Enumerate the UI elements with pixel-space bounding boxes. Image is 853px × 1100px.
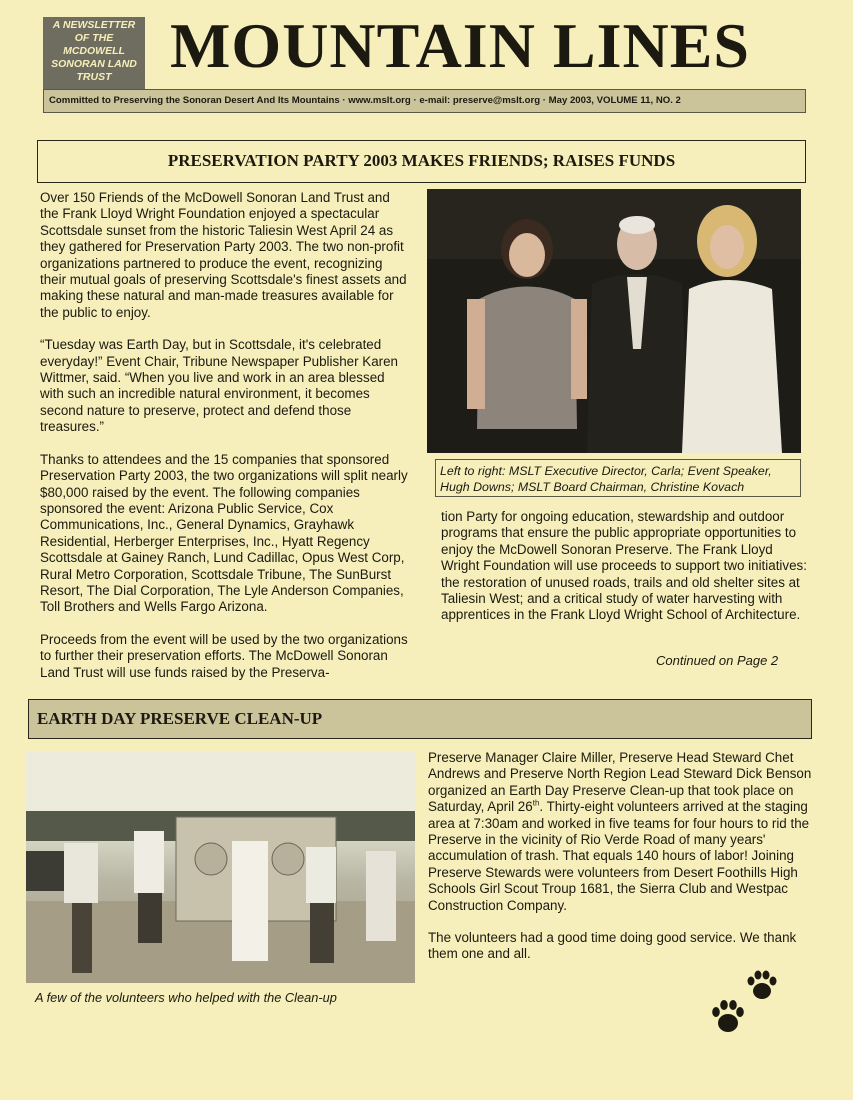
cleanup-photo-caption: A few of the volunteers who helped with the Clean-up <box>35 990 337 1005</box>
article2-paragraph: The volunteers had a good time doing good service. We thank them one and all. <box>428 930 797 962</box>
article1-headline: PRESERVATION PARTY 2003 MAKES FRIENDS; RAISES FUNDS <box>37 140 806 183</box>
article2-text <box>428 750 820 979</box>
masthead-info-bar: Committed to Preserving the Sonoran Desert And Its Mountains · www.mslt.org · e-mail: preserve@mslt.org · May 2003, VOLUME 11, NO. 2 <box>43 89 806 113</box>
newsletter-tagline-box <box>43 17 145 89</box>
article1-column-right <box>441 509 813 640</box>
article1-paragraph: “Tuesday was Earth Day, but in Scottsdale, it's celebrated everyday!” Event Chair, Tribune Newspaper Publisher Karen Wittmer, said. “When you live and work in an area blessed with such an incredible natural environment, it becomes second nature to preserve, protect and defend those treasures.” <box>40 337 399 435</box>
caption-line: Left to right: MSLT Executive Director, Carla; Event Speaker, <box>440 464 772 478</box>
website-link[interactable]: www.mslt.org <box>348 95 411 106</box>
tagline-line: SONORAN LAND <box>51 58 137 70</box>
article1-column-left <box>40 190 410 697</box>
article2-paragraph: Preserve Manager Claire Miller, Preserve Head Steward Chet Andrews and Preserve North Region Lead Steward Dick Benson organized an Earth Day Preserve Clean-up that took place on Saturday, April 26th. Thirty-eight volunteers arrived at the staging area at 7:30am and worked in five teams for four hours to rid the Preserve in the vicinity of Rio Verde Road of many years' accumulation of trash. That equals 140 hours of labor! Joining Preserve Stewards were volunteers from Desert Foothills High Schools Girl Scout Troup 1681, the Sierra Club and Westpac Construction Company. <box>428 750 812 913</box>
article1-paragraph: Proceeds from the event will be used by the two organizations to further their preservation efforts. The McDowell Sonoran Land Trust will use funds raised by the Preserva- <box>40 631 408 680</box>
tagline-line: A NEWSLETTER <box>52 19 136 31</box>
article2-headline: EARTH DAY PRESERVE CLEAN-UP <box>28 699 812 739</box>
tagline-line: OF THE <box>74 32 114 44</box>
issue-info: May 2003, VOLUME 11, NO. 2 <box>548 95 681 106</box>
photo-illustration <box>427 189 801 453</box>
party-photo-caption <box>435 459 801 497</box>
continued-on-page-note: Continued on Page 2 <box>656 653 779 668</box>
photo-illustration <box>26 751 415 983</box>
paw-print-icon <box>711 998 745 1034</box>
paw-print-icon <box>746 968 778 1002</box>
article1-paragraph: Thanks to attendees and the 15 companies that sponsored Preservation Party 2003, the two organizations will split nearly $80,000 raised by the event. The following companies sponsored the event: Arizona Public Service, Cox Communications, Inc., General Dynamics, Grayhawk Residential, Herberger Enterprises, Inc., Hyatt Regency Scottsdale at Gainey Ranch, Lund Cadillac, Opus West Corp, Rural Metro Corporation, Scottsdale Tribune, The SunBurst Resort, The Dial Corporation, The Lyle Anderson Companies, Toll Brothers and Wells Fargo Arizona. <box>40 451 408 615</box>
preservation-party-photo <box>427 189 801 453</box>
cleanup-volunteers-photo <box>26 751 415 983</box>
caption-line: Hugh Downs; MSLT Board Chairman, Christine Kovach <box>440 480 745 494</box>
newsletter-title: MOUNTAIN LINES <box>170 10 750 81</box>
article1-continuation: tion Party for ongoing education, stewardship and outdoor programs that ensure the public appropriate opportunities to enjoy the McDowell Sonoran Preserve. The Frank Lloyd Wright Foundation will use proceeds to support two initiatives: the restoration of unused roads, trails and old shelter sites at Taliesin West; and a critical study of water harvesting with apprentices in the Frank Lloyd Wright School of Architecture. <box>441 509 807 623</box>
motto: Committed to Preserving the Sonoran Desert And Its Mountains <box>49 95 340 106</box>
tagline-line: MCDOWELL <box>63 45 125 57</box>
article1-paragraph: Over 150 Friends of the McDowell Sonoran Land Trust and the Frank Lloyd Wright Foundation enjoyed a spectacular Scottsdale sunset from the historic Taliesin West April 24 as they gathered for Preservation Party 2003. The two non-profit organizations partnered to produce the event, recognizing their mutual goals of preserving Scottsdale's finest assets and making these natural and man-made treasures available for the public to enjoy. <box>40 190 407 320</box>
email-link[interactable]: e-mail: preserve@mslt.org <box>419 95 541 106</box>
tagline-line: TRUST <box>76 71 112 83</box>
